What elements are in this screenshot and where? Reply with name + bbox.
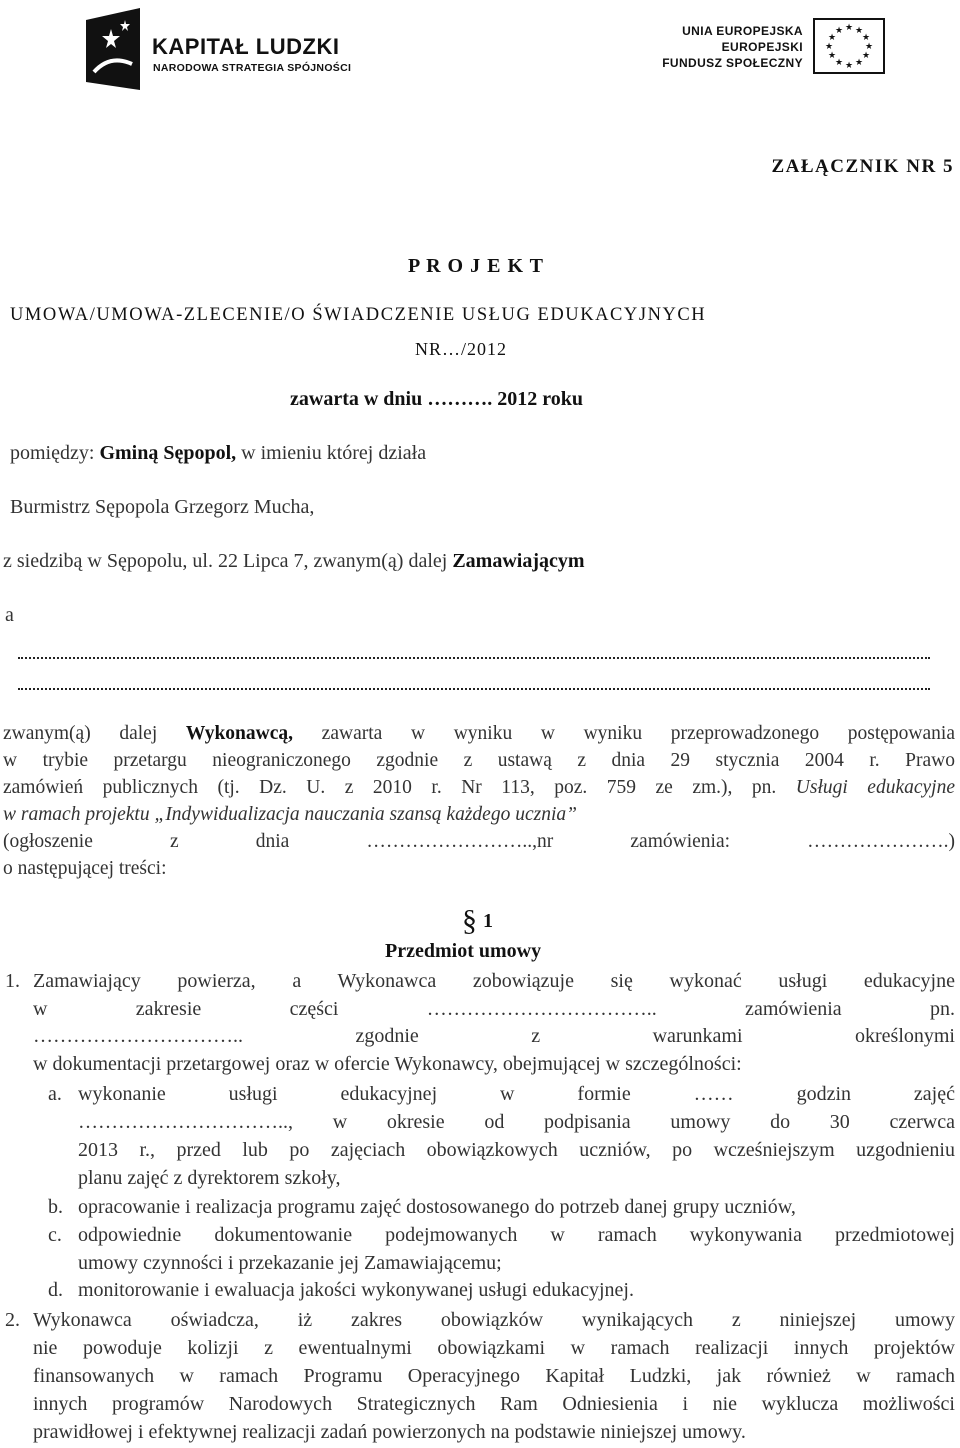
- eu-line1: UNIA EUROPEJSKA: [682, 24, 803, 38]
- seat-text: z siedzibą w Sępopolu, ul. 22 Lipca 7, zwanym(ą) dalej: [3, 550, 453, 572]
- item-2-line-2: nie powoduje kolizji z ewentualnymi obowiązkami w ramach realizacji innych projektów: [33, 1337, 955, 1359]
- eu-line3: FUNDUSZ SPOŁECZNY: [662, 56, 803, 70]
- item-c-line-2: umowy czynności i przekazanie jej Zamawiającemu;: [78, 1252, 502, 1274]
- item-2: [5, 1306, 955, 1446]
- item-2-line-4: innych programów Narodowych Strategicznych Ram Odniesienia i nie wyklucza możliwości: [33, 1393, 955, 1415]
- item-a-line-4: planu zajęć z dyrektorem szkoły,: [78, 1167, 341, 1189]
- item-a-line-1: wykonanie usługi edukacyjnej w formie …… godzin zajęć: [78, 1083, 955, 1105]
- announcement-line: (ogłoszenie z dnia ……………………..,nr zamówienia: ………………….): [3, 831, 955, 852]
- item-2-line-5: prawidłowej i efektywnej realizacji zadań powierzonych na podstawie niniejszej umowy.: [33, 1421, 746, 1443]
- item-d-line: monitorowanie i ewaluacja jakości wykonywanej usługi edukacyjnej.: [78, 1279, 634, 1301]
- contractor-dotted-line-2: [18, 688, 930, 690]
- svg-text:★: ★: [834, 58, 844, 68]
- svg-text:★: ★: [827, 51, 837, 61]
- item-a-letter: a.: [48, 1083, 62, 1105]
- svg-text:★: ★: [844, 61, 854, 71]
- section-symbol: §: [462, 904, 477, 937]
- parties-between: [10, 442, 426, 465]
- basis-line-3: [3, 774, 955, 801]
- basis-line-2: w trybie przetargu nieograniczonego zgodnie z ustawą z dnia 29 stycznia 2004 r. Prawo: [3, 750, 955, 771]
- section-heading: Przedmiot umowy: [385, 940, 542, 962]
- item-c: [48, 1221, 955, 1277]
- svg-text:★: ★: [864, 42, 874, 52]
- item-1-line-4: w dokumentacji przetargowej oraz w ofercie Wykonawcy, obejmującej w szczególności:: [33, 1052, 742, 1075]
- project-name-italic-2: w ramach projektu „Indywidualizacja nauczania szansą każdego ucznia”: [3, 804, 577, 825]
- item-1: [5, 968, 955, 1078]
- eu-line2: EUROPEJSKI: [721, 40, 803, 54]
- between-suffix: w imieniu której działa: [236, 442, 427, 464]
- following-line: o następującej treści:: [3, 858, 167, 879]
- contract-number: NR…/2012: [415, 339, 508, 359]
- item-a-line-2: ………………………….., w okresie od podpisania umowy do 30 czerwca: [78, 1111, 955, 1133]
- item-a-line-3: 2013 r., przed lub po zajęciach obowiązkowych uczniów, po wcześniejszym uzgodnieniu: [78, 1139, 955, 1161]
- contract-title: UMOWA/UMOWA-ZLECENIE/O ŚWIADCZENIE USŁUG EDUKACYJNYCH: [10, 305, 707, 325]
- item-c-line-1: odpowiednie dokumentowanie podejmowanych w ramach wykonywania przedmiotowej: [78, 1224, 955, 1246]
- contract-date: zawarta w dniu ………. 2012 roku: [290, 388, 583, 410]
- ordering-party: Zamawiającym: [452, 550, 585, 572]
- svg-text:★: ★: [861, 51, 871, 61]
- item-2-line-3: finansowanych w ramach Programu Operacyjnego Kapitał Ludzki, jak również w ramach: [33, 1365, 955, 1387]
- logo-title: KAPITAŁ LUDZKI: [152, 34, 340, 59]
- item-c-letter: c.: [48, 1224, 62, 1246]
- eu-logo: [660, 18, 885, 80]
- svg-text:★: ★: [834, 26, 844, 36]
- contractor-prefix: zwanym(ą) dalej: [3, 723, 186, 744]
- basis-line-3-text: zamówień publicznych (tj. Dz. U. z 2010 r. Nr 113, poz. 759 ze zm.), pn.: [3, 777, 796, 798]
- contractor-party: Wykonawcą,: [185, 723, 294, 744]
- svg-text:★: ★: [844, 23, 854, 33]
- item-d: [48, 1276, 955, 1304]
- kapital-ludzki-logo: [82, 6, 362, 92]
- between-prefix: pomiędzy:: [10, 442, 100, 464]
- svg-text:★: ★: [827, 33, 837, 43]
- item-1-line-3: ………………………….. zgodnie z warunkami określonymi: [33, 1025, 955, 1047]
- mayor-line: Burmistrz Sępopola Grzegorz Mucha,: [10, 496, 315, 518]
- item-a: [48, 1080, 955, 1192]
- item-1-number: 1.: [5, 970, 20, 992]
- annex-label: ZAŁĄCZNIK NR 5: [771, 156, 954, 177]
- item-b-line: opracowanie i realizacja programu zajęć dostosowanego do potrzeb danej grupy uczniów,: [78, 1196, 796, 1218]
- logo-subtitle: NARODOWA STRATEGIA SPÓJNOŚCI: [153, 62, 352, 74]
- contract-basis-paragraph: [3, 720, 955, 882]
- item-b-letter: b.: [48, 1196, 63, 1218]
- svg-text:★: ★: [861, 33, 871, 43]
- seat-line: [3, 550, 585, 573]
- and-label: a: [5, 604, 14, 626]
- municipality-name: Gminą Sępopol,: [99, 442, 237, 464]
- project-name-italic-1: Usługi edukacyjne: [795, 777, 955, 798]
- eu-flag-icon: [813, 18, 885, 74]
- item-2-line-1: Wykonawca oświadcza, iż zakres obowiązków wynikających z niniejszej umowy: [33, 1309, 955, 1331]
- item-d-letter: d.: [48, 1279, 63, 1301]
- svg-text:★: ★: [854, 58, 864, 68]
- item-1-line-2: w zakresie części …………………………….. zamówienia pn.: [33, 997, 955, 1020]
- contractor-dotted-line-1: [18, 657, 930, 659]
- project-label: P R O J E K T: [408, 255, 544, 277]
- basis-line-1-text: zawarta w wyniku w wyniku przeprowadzonego postępowania: [293, 723, 955, 744]
- item-b: [48, 1193, 955, 1221]
- kapital-ludzki-emblem-icon: [82, 6, 144, 92]
- basis-line-1: [3, 720, 955, 747]
- svg-text:★: ★: [854, 26, 864, 36]
- item-1-line-1: Zamawiający powierza, a Wykonawca zobowiązuje się wykonać usługi edukacyjne: [33, 970, 955, 992]
- section-number: 1: [483, 910, 493, 932]
- svg-text:★: ★: [824, 42, 834, 52]
- item-2-number: 2.: [5, 1309, 20, 1331]
